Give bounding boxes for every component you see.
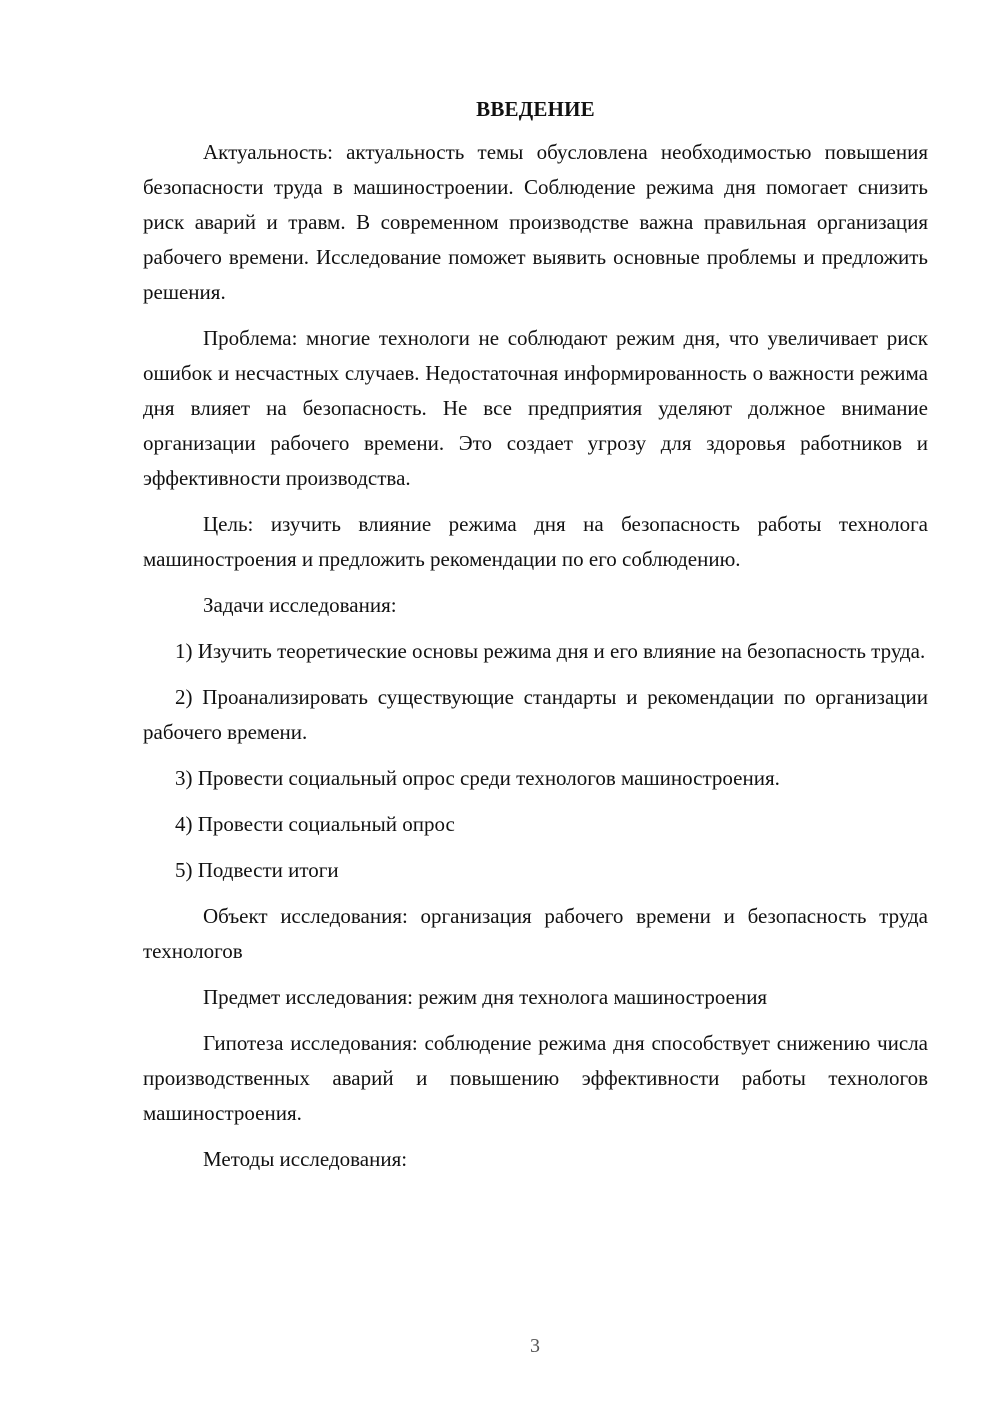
paragraph-relevance: Актуальность: актуальность темы обусловлена необходимостью повышения безопасности труда в машиностроении. Соблюдение режима дня помогает снизить риск аварий и травм. В современном производстве важна правильная организация рабочего времени. Исследование поможет выявить основные проблемы и предложить решения.: [143, 140, 928, 304]
page-number: 3: [530, 1335, 540, 1357]
task-item-4: 4) Провести социальный опрос: [175, 812, 455, 836]
page-title: ВВЕДЕНИЕ: [476, 97, 595, 121]
paragraph-subject: Предмет исследования: режим дня технолога машиностроения: [203, 985, 768, 1009]
paragraph-hypothesis: Гипотеза исследования: соблюдение режима дня способствует снижению числа производственных аварий и повышению эффективности работы технологов машиностроения.: [143, 1031, 928, 1125]
task-item-5: 5) Подвести итоги: [175, 858, 339, 882]
task-item-3: 3) Провести социальный опрос среди технологов машиностроения.: [175, 766, 780, 790]
paragraph-object: Объект исследования: организация рабочего времени и безопасность труда технологов: [143, 904, 928, 963]
task-item-1: 1) Изучить теоретические основы режима дня и его влияние на безопасность труда.: [175, 639, 926, 663]
paragraph-tasks-heading: Задачи исследования:: [203, 593, 397, 617]
document-body: [143, 92, 928, 1188]
paragraph-methods: Методы исследования:: [203, 1147, 408, 1171]
paragraph-problem: Проблема: многие технологи не соблюдают режим дня, что увеличивает риск ошибок и несчастных случаев. Недостаточная информированность о важности режима дня влияет на безопасность. Не все предприятия уделяют должное внимание организации рабочего времени. Это создает угрозу для здоровья работников и эффективности производства.: [143, 326, 928, 490]
paragraph-goal: Цель: изучить влияние режима дня на безопасность работы технолога машиностроения и предложить рекомендации по его соблюдению.: [143, 512, 928, 571]
task-item-2: 2) Проанализировать существующие стандарты и рекомендации по организации рабочего времени.: [143, 685, 928, 744]
